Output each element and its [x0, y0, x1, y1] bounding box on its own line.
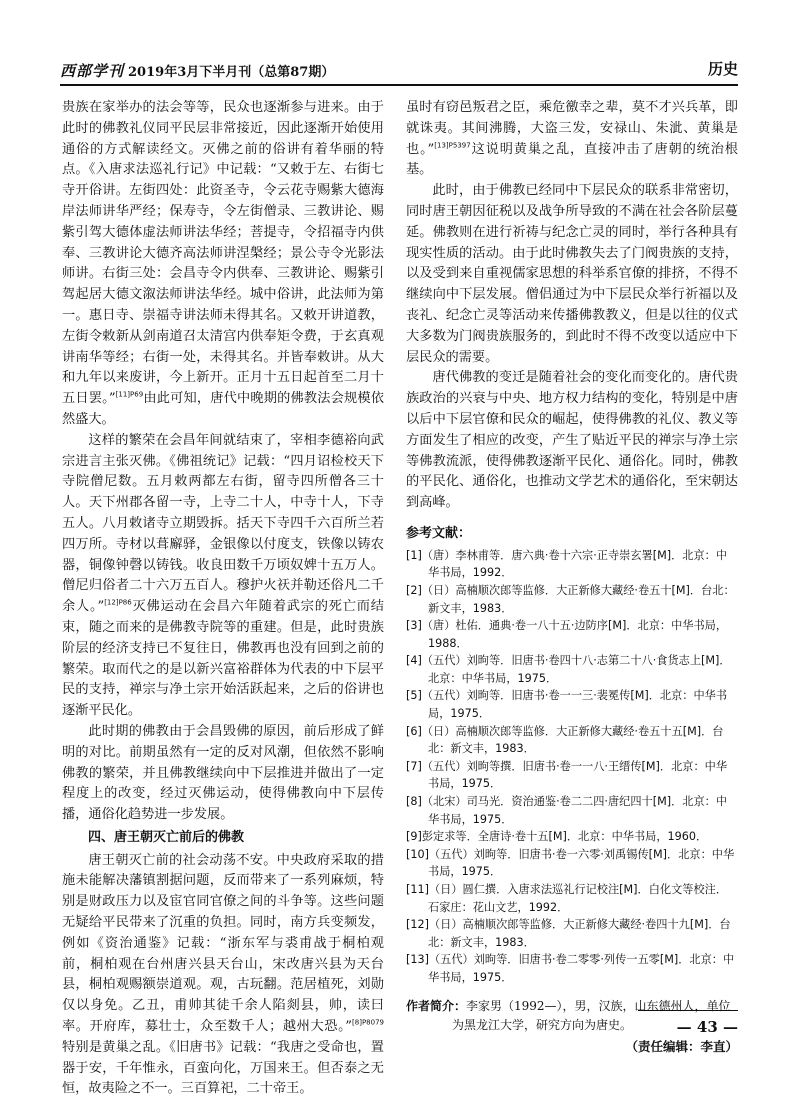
reference-item: [6]（日）高楠顺次郎等监修．大正新修大藏经·卷五十五[M]．台北：新文丰，1983． [406, 724, 724, 756]
reference-item: [8]（北宋）司马光．资治通鉴·卷二二四·唐纪四十[M]．北京：中华书局，1975． [406, 795, 728, 826]
paragraph: 虽时有窃邑叛君之臣，乘危徼幸之辈，莫不才兴兵革，即就诛夷。其间沸腾，大盗三发，安禄山、朱泚、黄巢是也。”$^{[13]P5397}$这说明黄巢之乱，直接冲击了唐朝的统治根基。 [406, 100, 738, 178]
reference-item: [11]（日）圆仁撰．入唐求法巡礼行记校注[M]．白化文等校注．石家庄：花山文艺，1992． [406, 883, 728, 914]
reference-item: [10]（五代）刘昫等．旧唐书·卷一六零·刘禹锡传[M]．北京：中华书局，1975． [406, 847, 735, 879]
reference-item: [12]（日）高楠顺次郎等监修．大正新修大藏经·卷四十九[M]．台北：新文丰，1983． [406, 918, 731, 949]
right-column [406, 98, 738, 1057]
reference-item: [13]（五代）刘昫等．旧唐书·卷二零零·列传一五零[M]．北京：中华书局，1975． [406, 953, 735, 984]
reference-item: [1]（唐）李林甫等．唐六典·卷十六宗·正寺崇玄署[M]．北京：中华书局，1992． [406, 548, 728, 580]
page-number: — 43 — [638, 1018, 738, 1036]
reference-item: [5]（五代）刘昫等．旧唐书·卷一一三·裴冕传[M]．北京：中华书局，1975． [406, 689, 728, 721]
citation: [11]P69 [115, 390, 144, 399]
paragraph: 唐王朝灭亡前的社会动荡不安。中央政府采取的措施未能解决藩镇割据问题，反而带来了一系列麻烦，特别是财政压力以及宦官同官僚之间的斗争等。这些问题无疑给平民带来了沉重的负担。同时，南方兵变频发，例如《资治通鉴》记载：“浙东军与裘甫战于桐柏观前，桐柏观在台州唐兴县天台山，宋改唐兴县为天台县，桐柏观赐额崇道观。观，古玩翻。范居植死，刘勋仅以身免。乙丑，甫帅其徒千余人陷剡县，帅，读曰率。开府库，募壮士，众至数千人；越州大恐。”$^{[8]P8079}$特别是黄巢之乱。《旧唐书》记载：“我唐之受命也，置器于安，千年惟永，百蛮向化，万国来王。但否泰之无恒，故夷险之不一。三百算祀，二十帝王。 [62, 852, 384, 1097]
paragraph: 此时期的佛教由于会昌毁佛的原因，前后形成了鲜明的对比。前期虽然有一定的反对风潮，但依然不影响佛教的繁荣，并且佛教继续向中下层推进并做出了一定程度上的改变，经过灭佛运动，使得佛教向中下层传播，通俗化趋势进一步发展。 [62, 723, 384, 823]
reference-item: [7]（五代）刘昫等撰．旧唐书·卷一一八·王缙传[M]．北京：中华书局，1975． [406, 759, 728, 791]
paragraph: 此时，由于佛教已经同中下层民众的联系非常密切，同时唐王朝因征税以及战争所导致的不满在社会各阶层蔓延。佛教则在进行祈祷与纪念亡灵的同时，举行各种具有现实性质的活动。由于此时佛教失去了门阀贵族的支持，以及受到来自重视儒家思想的科举系官僚的排挤，不得不继续向中下层发展。僧侣通过为中下层民众举行祈福以及丧礼、纪念亡灵等活动来传播佛教教义，但是以往的仪式大多数为门阀贵族服务的，到此时不得不改变以适应中下层民众的需要。 [406, 183, 738, 365]
author-bio-label: 作者简介： [406, 998, 467, 1013]
header-journal-info [60, 60, 334, 81]
issue-info: 2019年3月下半月刊（总第87期） [128, 65, 335, 80]
journal-title: 西部学刊 [60, 62, 125, 80]
left-column [62, 98, 384, 1100]
running-header [60, 56, 738, 86]
references-list [406, 547, 738, 987]
references-title: 参考文献： [406, 525, 472, 541]
paragraph: 贵族在家举办的法会等等，民众也逐渐参与进来。由于此时的佛教礼仪同平民层非常接近，因此逐渐开始使用通俗的方式解读经文。灭佛之前的俗讲有着华丽的特点。《入唐求法巡礼行记》中记载：“又敕于左、右街七寺开俗讲。左街四处：此资圣寺，令云花寺赐紫大德海岸法师讲华严经；保寿寺，令左街僧录、三教讲论、赐紫引驾大德体虚法师讲法华经；菩提寺，令招福寺内供奉、三教讲论大德齐高法师讲涅槃经；景公寺令光影法师讲。右街三处：会昌寺令内供奉、三教讲论、赐紫引驾起居大德文溆法师讲法华经。城中俗讲，此法师为第一。惠日寺、崇福寺讲法师未得其名。又敕开讲道教，左街令敕新从剑南道召太清宫内供奉矩令费，于玄真观讲南华等经；右街一处，未得其名。并皆奉敕讲。从大和九年以来废讲，今上新开。正月十五日起首至二月十五日罢。”$^{[11]P69}$由此可知，唐代中晚期的佛教法会规模依然盛大。 [62, 100, 384, 427]
citation: [13]P5397 [434, 141, 471, 150]
reference-item: [9]彭定求等．全唐诗·卷十五[M]．北京：中华书局，1960． [406, 830, 708, 844]
section-heading: 四、唐王朝灭亡前后的佛教 [88, 829, 245, 845]
citation: [12]P86 [104, 598, 132, 607]
reference-item: [2]（日）高楠顺次郎等监修．大正新修大藏经·卷五十[M]．台北：新文丰，1983． [406, 583, 735, 615]
paragraph: 唐代佛教的变迁是随着社会的变化而变化的。唐代贵族政治的兴衰与中央、地方权力结构的变化，特别是中唐以后中下层官僚和民众的崛起，使得佛教的礼仪、教义等方面发生了相应的改变，产生了贴近平民的禅宗与净土宗等佛教流派，使得佛教逐渐平民化、通俗化。同时，佛教的平民化、通俗化，也推动文学艺术的通俗化，至宋朝达到高峰。 [406, 370, 738, 511]
reference-item: [4]（五代）刘昫等．旧唐书·卷四十八·志第二十八·食货志上[M]．北京：中华书局，1975． [406, 654, 731, 685]
author-bio-text: 李家男（1992—），男，汉族，山东德州人，单位为黑龙江大学，研究方向为唐史。 [452, 998, 731, 1032]
section-label: 历史 [707, 60, 738, 78]
paragraph: 这样的繁荣在会昌年间就结束了，宰相李德裕向武宗进言主张灭佛。《佛祖统记》记载：“四月诏检校天下寺院僧尼数。五月敕两都左右街，留寺四所僧各三十人。天下州郡各留一寺，上寺二十人，中寺十人，下寺五人。八月敕诸寺立期毁拆。括天下寺四千六百所兰若四万所。寺材以葺廨驿，金银像以付度支，铁像以铸农器，铜像钟磬以铸钱。收良田数千万顷奴婢十五万人。僧尼归俗者二十六万五百人。穆护火祆并勒还俗凡二千余人。”$^{[12]P86}$灭佛运动在会昌六年随着武宗的死亡而结束，随之而来的是佛教寺院等的重建。但是，此时贵族阶层的经济支持已不复往日，佛教再也没有回到之前的繁荣。取而代之的是以新兴富裕群体为代表的中下层平民的支持，禅宗与净土宗开始活跃起来，之后的俗讲也逐渐平民化。 [62, 432, 384, 719]
editor-note: （责任编辑：李直） [625, 1038, 738, 1054]
reference-item: [3]（唐）杜佑．通典·卷一八十五·边防序[M]．北京：中华书局，1988． [406, 619, 728, 650]
citation: [8]P8079 [352, 1018, 384, 1027]
